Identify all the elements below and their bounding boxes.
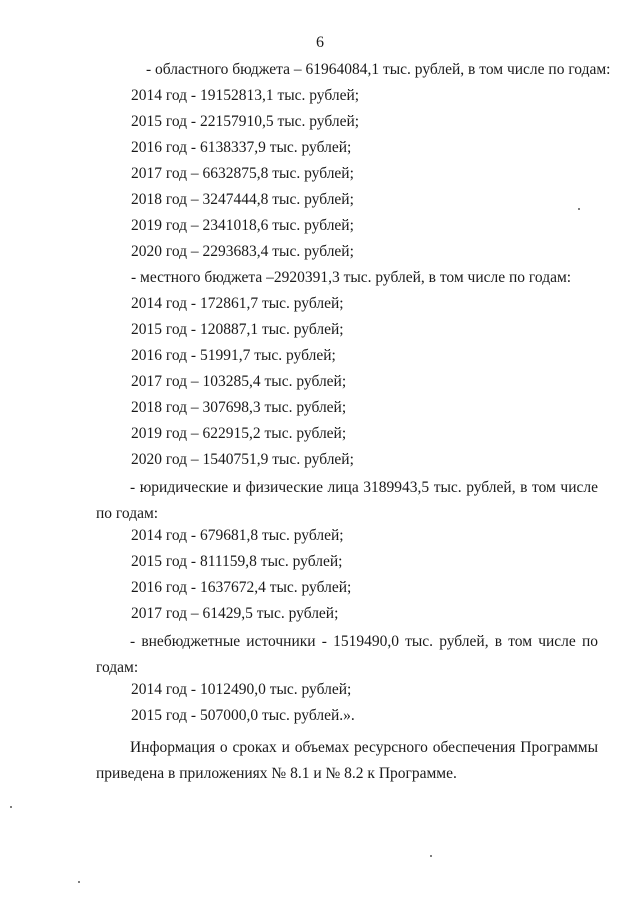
extra-budgetary-heading: - внебюджетные источники - 1519490,0 тыс. рублей, в том числе по годам: xyxy=(96,633,598,676)
regional-budget-year-line: 2014 год - 19152813,1 тыс. рублей; xyxy=(131,87,360,104)
legal-entities-year-line: 2016 год - 1637672,4 тыс. рублей; xyxy=(131,579,352,596)
extra-budgetary-year-line: 2014 год - 1012490,0 тыс. рублей; xyxy=(131,681,352,698)
page-number: 6 xyxy=(316,34,324,51)
legal-entities-year-line: 2017 год – 61429,5 тыс. рублей; xyxy=(131,605,339,622)
local-budget-heading: - местного бюджета –2920391,3 тыс. рублей, в том числе по годам: xyxy=(131,269,572,286)
regional-budget-year-line: 2020 год – 2293683,4 тыс. рублей; xyxy=(131,243,354,260)
local-budget-year-line: 2017 год – 103285,4 тыс. рублей; xyxy=(131,373,347,390)
regional-budget-year-line: 2018 год – 3247444,8 тыс. рублей; xyxy=(131,191,354,208)
local-budget-year-line: 2020 год – 1540751,9 тыс. рублей; xyxy=(131,451,354,468)
local-budget-year-line: 2019 год – 622915,2 тыс. рублей; xyxy=(131,425,347,442)
extra-budgetary-year-line: 2015 год - 507000,0 тыс. рублей.». xyxy=(131,707,355,724)
legal-entities-year-line: 2014 год - 679681,8 тыс. рублей; xyxy=(131,527,344,544)
closing-paragraph: Информация о сроках и объемах ресурсного обеспечения Программы приведена в приложениях № 8.1 и № 8.2 к Программе. xyxy=(96,739,598,782)
regional-budget-year-line: 2015 год - 22157910,5 тыс. рублей; xyxy=(131,113,360,130)
regional-budget-year-line: 2016 год - 6138337,9 тыс. рублей; xyxy=(131,139,352,156)
legal-entities-year-line: 2015 год - 811159,8 тыс. рублей; xyxy=(131,553,343,570)
legal-entities-heading: - юридические и физические лица 3189943,5 тыс. рублей, в том числе по годам: xyxy=(96,479,598,522)
scan-speck xyxy=(430,855,432,857)
local-budget-year-line: 2015 год - 120887,1 тыс. рублей; xyxy=(131,321,344,338)
local-budget-year-line: 2018 год – 307698,3 тыс. рублей; xyxy=(131,399,347,416)
regional-budget-year-line: 2019 год – 2341018,6 тыс. рублей; xyxy=(131,217,354,234)
regional-budget-heading: - областного бюджета – 61964084,1 тыс. рублей, в том числе по годам: xyxy=(146,61,611,78)
regional-budget-year-line: 2017 год – 6632875,8 тыс. рублей; xyxy=(131,165,354,182)
scan-speck xyxy=(578,208,580,210)
scan-speck xyxy=(10,806,12,808)
local-budget-year-line: 2014 год - 172861,7 тыс. рублей; xyxy=(131,295,344,312)
scan-speck xyxy=(78,881,80,883)
local-budget-year-line: 2016 год - 51991,7 тыс. рублей; xyxy=(131,347,336,364)
